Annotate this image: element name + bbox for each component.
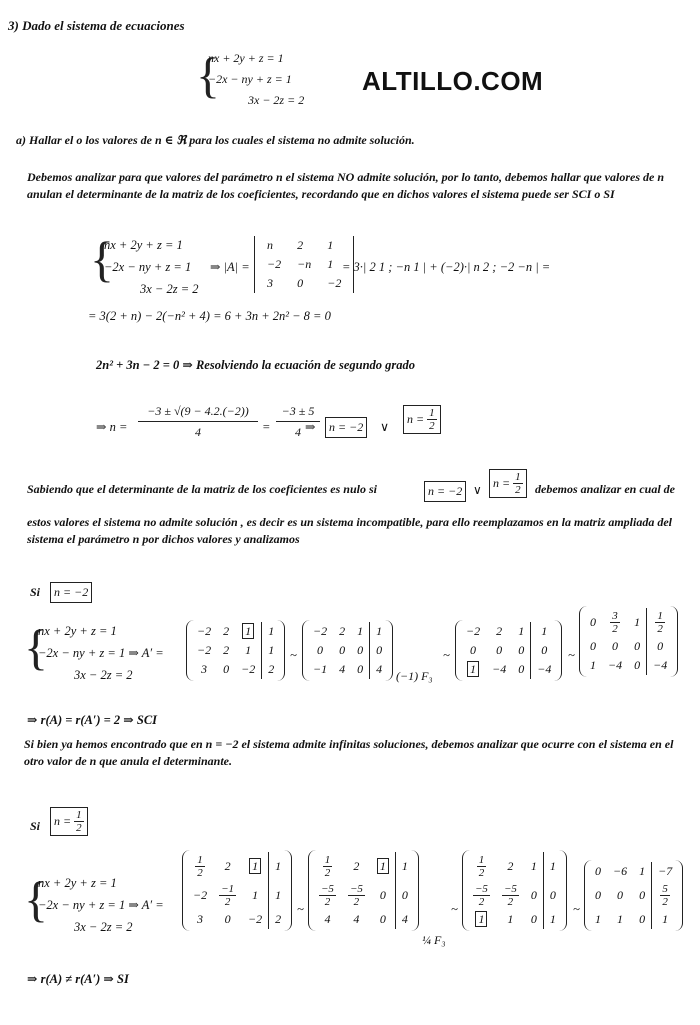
part-a-explanation: Debemos analizar para que valores del parámetro n el sistema NO admite solución, por lo tanto, debemos hallar que valores de n anulan el determinante de la matriz de los coeficientes, recordando que en dichos valores el sistema puede ser SCI o SI <box>27 170 665 201</box>
matrix-cell: 1 <box>543 852 562 881</box>
matrix-cell: $\frac{-5}{2}$ <box>349 883 363 908</box>
matrix-cell: −2 <box>193 888 208 902</box>
matrix-cell: $\frac{1}{2}$ <box>197 854 203 879</box>
matrix-cell: 2 <box>507 859 514 873</box>
matrix-cell: 1 <box>269 881 288 910</box>
matrix-cell: 1 <box>370 622 389 641</box>
case1-matrix1 <box>186 620 285 681</box>
matrix-cell: 1 <box>518 624 525 638</box>
matrix-cell: 0 <box>223 662 230 676</box>
system-eq3: 3x − 2z = 2 <box>248 93 305 107</box>
matrix-cell: 0 <box>530 912 537 926</box>
matrix-cell: 0 <box>317 643 324 657</box>
matrix-cell: −7 <box>652 862 679 881</box>
system-block <box>208 50 338 113</box>
concl-root1: n = −2 <box>424 481 466 502</box>
tilde: ~ <box>573 902 580 916</box>
case2-cond: n = $\frac{1}{2}$ <box>50 807 88 836</box>
case1-eq1: nx + 2y + z = 1 <box>38 624 117 638</box>
solve-prefix: ⇒ n = <box>96 420 128 434</box>
case2-matrix3 <box>462 850 567 931</box>
root2-n: n = <box>407 412 425 426</box>
solve-num2: −3 ± 5 <box>276 404 320 422</box>
matrix-cell: 2 <box>223 624 230 638</box>
root2-frac: $\frac{1}{2}$ <box>429 407 435 432</box>
matrix-cell: 2 <box>223 643 230 657</box>
matrix-cell: $\frac{5}{2}$ <box>652 881 679 910</box>
matrix-cell: −2 <box>313 624 328 638</box>
matrix-cell: 0 <box>357 643 364 657</box>
matrix-cell: 1 <box>595 912 601 926</box>
case1-cond: n = −2 <box>50 582 92 603</box>
tilde: ~ <box>568 648 575 662</box>
case2-eq1: nx + 2y + z = 1 <box>38 876 117 890</box>
matrix-cell: 0 <box>470 643 477 657</box>
matrix-cell: $\frac{3}{2}$ <box>612 610 618 635</box>
root2-box <box>403 405 441 434</box>
conclusion2: estos valores el sistema no admite solución , es decir es un sistema incompatible, para ello reemplazamos en la matriz ampliada del sistema el parámetro n por dichos valores y analizamos <box>27 515 672 546</box>
solve-frac1 <box>138 404 258 440</box>
matrix-cell: 4 <box>353 912 360 926</box>
matrix-cell: −2 <box>197 643 212 657</box>
tilde: ~ <box>290 648 297 662</box>
matrix-cell: $\frac{-5}{2}$ <box>475 883 488 908</box>
concl-or: ∨ <box>473 483 482 497</box>
tilde: ~ <box>443 648 450 662</box>
matrix-cell: −4 <box>492 662 507 676</box>
matrix-cell: 1 <box>530 859 537 873</box>
case1-si: Si <box>30 585 41 599</box>
solve-den2: 4 <box>295 425 301 439</box>
matrix-cell: −6 <box>613 864 628 878</box>
matrix-cell: −2 <box>466 624 481 638</box>
det-result: = 3(2 + n) − 2(−n² + 4) = 6 + 3n + 2n² − 8 = 0 <box>88 309 331 323</box>
matrix-cell: 0 <box>518 662 525 676</box>
matrix-cell: 1 <box>242 852 269 881</box>
det-eq2: −2x − ny + z = 1 <box>104 260 192 274</box>
matrix-cell: 2 <box>353 859 360 873</box>
case1-op: (−1) F₃ <box>396 669 433 683</box>
matrix-cell: −2 <box>241 662 256 676</box>
det-system-brace: { <box>90 231 114 287</box>
tilde: ~ <box>451 902 458 916</box>
case2-eq3: 3x − 2z = 2 <box>74 920 133 934</box>
matrix-cell: 0 <box>590 639 596 653</box>
problem-title: 3) Dado el sistema de ecuaciones <box>8 18 185 33</box>
case1-matrix2 <box>302 620 393 681</box>
matrix-cell: −2 <box>248 912 263 926</box>
case2-eq2: −2x − ny + z = 1 ⇒ A′ = <box>38 898 164 912</box>
matrix-cell: 4 <box>339 662 346 676</box>
matrix-cell: $\frac{-1}{2}$ <box>221 883 235 908</box>
matrix-cell: −2 <box>197 624 212 638</box>
matrix-cell: 2 <box>262 660 281 679</box>
implies-sign: ⇒ <box>305 420 316 434</box>
case1-note: Si bien ya hemos encontrado que en n = −2 el sistema admite infinitas soluciones, debemos analizar que ocurre con el sistema en el otro valor de n que anula el determinante. <box>24 737 674 768</box>
matrix-cell: 2 <box>496 624 503 638</box>
eq-sign: = <box>262 420 271 434</box>
matrix-cell: −4 <box>647 656 674 675</box>
matrix-cell: 0 <box>395 881 414 910</box>
det-expand: = 3·| 2 1 ; −n 1 | + (−2)·| n 2 ; −2 −n | = <box>342 260 551 274</box>
case1-brace: { <box>24 619 48 675</box>
matrix-cell: $\frac{-5}{2}$ <box>321 883 334 908</box>
matrix-cell: −1 <box>313 662 328 676</box>
matrix-cell: 0 <box>639 888 646 902</box>
matrix-cell: 3 <box>201 662 208 676</box>
matrix-cell: 1 <box>634 615 641 629</box>
matrix-cell: 0 <box>639 912 646 926</box>
matrix-cell: 0 <box>612 639 619 653</box>
matrix-cell: 1 <box>639 864 646 878</box>
matrix-cell: 0 <box>595 888 601 902</box>
matrix-cell: 1 <box>371 852 396 881</box>
matrix-cell: $\frac{1}{2}$ <box>478 854 485 879</box>
det-matrix: n 2 1 −2 −n 1 3 0 −2 <box>254 236 354 293</box>
matrix-cell: 4 <box>395 910 414 929</box>
matrix-cell: 0 <box>379 888 386 902</box>
matrix-cell: 1 <box>460 660 486 679</box>
quadratic-line: 2n² + 3n − 2 = 0 ⇒ Resolviendo la ecuación de segundo grado <box>96 358 416 372</box>
matrix-cell: 3 <box>197 912 204 926</box>
or-sign: ∨ <box>380 420 390 434</box>
case1-eq2: −2x − ny + z = 1 ⇒ A′ = <box>38 646 164 660</box>
case2-matrix1 <box>182 850 292 931</box>
matrix-cell: 0 <box>595 864 601 878</box>
matrix-cell: 0 <box>590 615 596 629</box>
matrix-cell: 2 <box>224 859 231 873</box>
system-eq1: nx + 2y + z = 1 <box>208 51 284 65</box>
matrix-cell: 1 <box>252 888 259 902</box>
matrix-cell: 0 <box>617 888 624 902</box>
matrix-cell: 1 <box>652 910 679 929</box>
matrix-cell: 1 <box>395 852 414 881</box>
concl-root2: n = $\frac{1}{2}$ <box>489 469 527 498</box>
matrix-cell: 0 <box>634 639 641 653</box>
matrix-cell: −4 <box>531 660 558 679</box>
matrix-cell: 0 <box>518 643 525 657</box>
system-eq2: −2x − ny + z = 1 <box>208 72 292 86</box>
matrix-cell: 1 <box>531 622 558 641</box>
case1-result: ⇒ r(A) = r(A′) = 2 ⇒ SCI <box>27 713 158 727</box>
case2-matrix2 <box>308 850 419 931</box>
matrix-cell: $\frac{1}{2}$ <box>324 854 331 879</box>
tilde: ~ <box>297 902 304 916</box>
case1-matrix4 <box>579 606 678 677</box>
matrix-cell: 4 <box>324 912 331 926</box>
matrix-cell: 0 <box>339 643 346 657</box>
matrix-cell: 0 <box>496 643 503 657</box>
matrix-cell: 1 <box>262 641 281 660</box>
matrix-cell: 1 <box>235 622 262 641</box>
case2-op: ¼ F₃ <box>422 933 446 947</box>
case2-si: Si <box>30 819 41 833</box>
watermark: ALTILLO.COM <box>362 66 544 96</box>
matrix-cell: 2 <box>339 624 346 638</box>
case2-result: ⇒ r(A) ≠ r(A′) ⇒ SI <box>27 972 129 986</box>
matrix-cell: $\frac{-5}{2}$ <box>503 883 517 908</box>
root1-box: n = −2 <box>325 417 367 438</box>
matrix-cell: 1 <box>467 910 496 929</box>
det-system <box>104 234 199 300</box>
matrix-cell: 1 <box>245 643 252 657</box>
matrix-cell: 0 <box>530 888 537 902</box>
matrix-cell: 1 <box>269 852 288 881</box>
part-a-title: a) Hallar el o los valores de n ∈ ℜ para los cuales el sistema no admite solución. <box>16 133 415 147</box>
det-line: ⇒ |A| = <box>210 260 250 274</box>
conclusion1-a: Sabiendo que el determinante de la matriz de los coeficientes es nulo si <box>27 482 377 496</box>
matrix-cell: $\frac{1}{2}$ <box>647 608 674 637</box>
matrix-cell: 0 <box>647 637 674 656</box>
case2-brace: { <box>24 871 48 927</box>
case2-system <box>38 872 164 938</box>
matrix-cell: 0 <box>531 641 558 660</box>
matrix-cell: 0 <box>224 912 231 926</box>
case1-eq3: 3x − 2z = 2 <box>74 668 133 682</box>
matrix-cell: 1 <box>543 910 562 929</box>
matrix-cell: 1 <box>590 658 596 672</box>
matrix-cell: 0 <box>634 658 641 672</box>
matrix-cell: 1 <box>507 912 514 926</box>
det-eq3: 3x − 2z = 2 <box>140 282 199 296</box>
matrix-cell: 2 <box>269 910 288 929</box>
matrix-cell: 0 <box>379 912 386 926</box>
matrix-cell: −4 <box>608 658 623 672</box>
matrix-cell: 1 <box>617 912 624 926</box>
matrix-cell: 1 <box>262 622 281 641</box>
matrix-cell: 1 <box>357 624 364 638</box>
conclusion1-b: debemos analizar en cual de <box>535 482 675 496</box>
matrix-cell: 0 <box>543 881 562 910</box>
matrix-cell: 4 <box>370 660 389 679</box>
case1-matrix3 <box>455 620 562 681</box>
solve-num1: −3 ± √(9 − 4.2.(−2)) <box>138 404 258 422</box>
solve-den1: 4 <box>195 425 201 439</box>
case2-matrix4 <box>584 860 683 931</box>
det-eq1: nx + 2y + z = 1 <box>104 238 183 252</box>
matrix-cell: 0 <box>357 662 364 676</box>
matrix-cell: 0 <box>370 641 389 660</box>
system-brace: { <box>196 47 220 103</box>
case1-system <box>38 620 164 686</box>
